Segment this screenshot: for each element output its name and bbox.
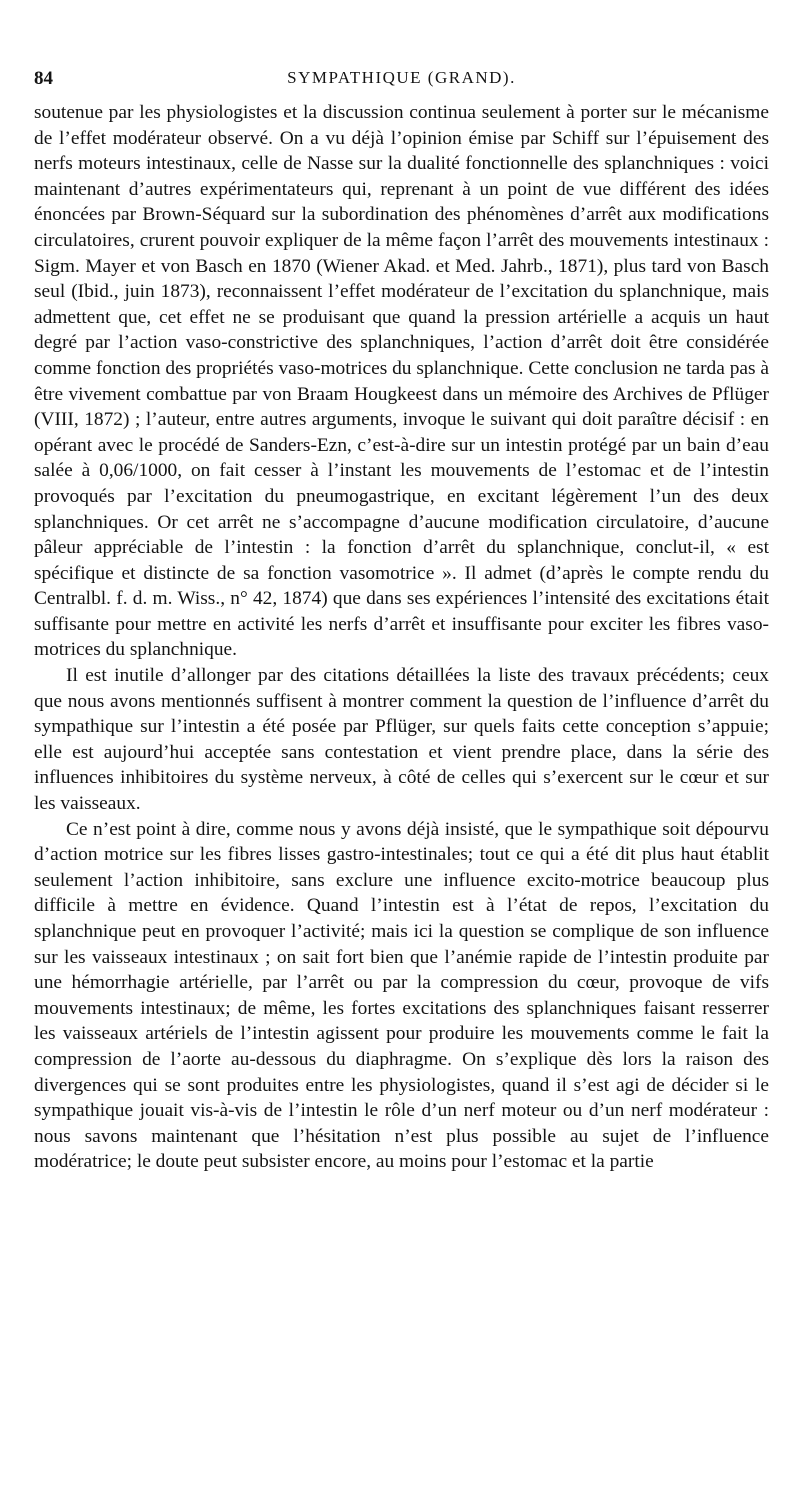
paragraph-continued: soutenue par les physiologistes et la discussion continua seulement à porter sur le mécanisme de l’effet modérateur observé. On a vu déjà l’opinion émise par Schiff sur l’épuisement des nerfs moteurs intestinaux, celle de Nasse sur la dualité fonctionnelle des splanchniques : voici maintenant d’autres expérimentateurs qui, reprenant à un point de vue différent des idées énoncées par Brown-Séquard sur la subordination des phénomènes d’arrêt aux modifications circulatoires, crurent pouvoir expliquer de la même façon l’arrêt des mouvements intestinaux : Sigm. Mayer et von Basch en 1870 (Wiener Akad. et Med. Jahrb., 1871), plus tard von Basch seul (Ibid., juin 1873), reconnaissent l’effet modérateur de l’excitation du splanchnique, mais admettent que, cet effet ne se produisant que quand la pression artérielle a acquis un haut degré par l’action vaso-constrictive des splanchniques, l’action d’arrêt doit être considérée comme fonction des propriétés vaso-motrices du splanchnique. Cette conclusion ne tarda pas à être vivement combattue par von Braam Hougkeest dans un mémoire des Archives de Pflüger (VIII, 1872) ; l’auteur, entre autres arguments, invoque le suivant qui doit paraître décisif : en opérant avec le procédé de Sanders-Ezn, c’est-à-dire sur un intestin protégé par un bain d’eau salée à 0,06/1000, on fait cesser à l’instant les mouvements de l’estomac et de l’intestin provoqués par l’excitation du pneumogastrique, en excitant légèrement l’un des deux splanchniques. Or cet arrêt ne s’accompagne d’aucune modification circulatoire, d’aucune pâleur appréciable de l’intestin : la fonction d’arrêt du splanchnique, conclut-il, « est spécifique et distincte de sa fonction vasomotrice ». Il admet (d’après le compte rendu du Centralbl. f. d. m. Wiss., n° 42, 1874) que dans ses expériences l’intensité des excitations était suffisante pour mettre en activité les nerfs d’arrêt et insuffisante pour exciter les fibres vaso-motrices du splanchnique. [34,102,770,661]
running-title: SYMPATHIQUE (GRAND). [287,68,516,87]
page-number: 84 [34,68,53,89]
paragraph: Ce n’est point à dire, comme nous y avons déjà insisté, que le sympathique soit dépourvu d’action motrice sur les fibres lisses gastro-intestinales; tout ce qui a été dit plus haut établit seulement l’action inhibitoire, sans exclure une influence excito-motrice beaucoup plus difficile à mettre en évidence. Quand l’intestin est à l’état de repos, l’excitation du splanchnique peut en provoquer l’activité; mais ici la question se complique de son influence sur les vaisseaux intestinaux ; on sait fort bien que l’anémie rapide de l’intestin produite par une hémorrhagie artérielle, par l’arrêt ou par la compression du cœur, provoque de vifs mouvements intestinaux; de même, les fortes excitations des splanchniques faisant resserrer les vaisseaux artériels de l’intestin agissent pour produire les mouvements comme le fait la compression de l’aorte au-dessous du diaphragme. On s’explique dès lors la raison des divergences qui se sont produites entre les physiologistes, quand il s’est agi de décider si le sympathique jouait vis-à-vis de l’intestin le rôle d’un nerf moteur ou d’un nerf modérateur : nous savons maintenant que l’hésitation n’est plus possible au sujet de l’influence modératrice; le doute peut subsister encore, au moins pour l’estomac et la partie [34,818,769,1173]
paragraph: Il est inutile d’allonger par des citations détaillées la liste des travaux précédents; ceux que nous avons mentionnés suffisent à montrer comment la question de l’influence d’arrêt du sympathique sur l’intestin a été posée par Pflüger, sur quels faits cette conception s’appuie; elle est aujourd’hui acceptée sans contestation et vient prendre place, dans la série des influences inhibitoires du système nerveux, à côté de celles qui s’exercent sur le cœur et sur les vaisseaux. [34,665,769,815]
page-header [34,62,769,100]
document-page [34,62,769,1175]
body-text [34,100,769,1175]
